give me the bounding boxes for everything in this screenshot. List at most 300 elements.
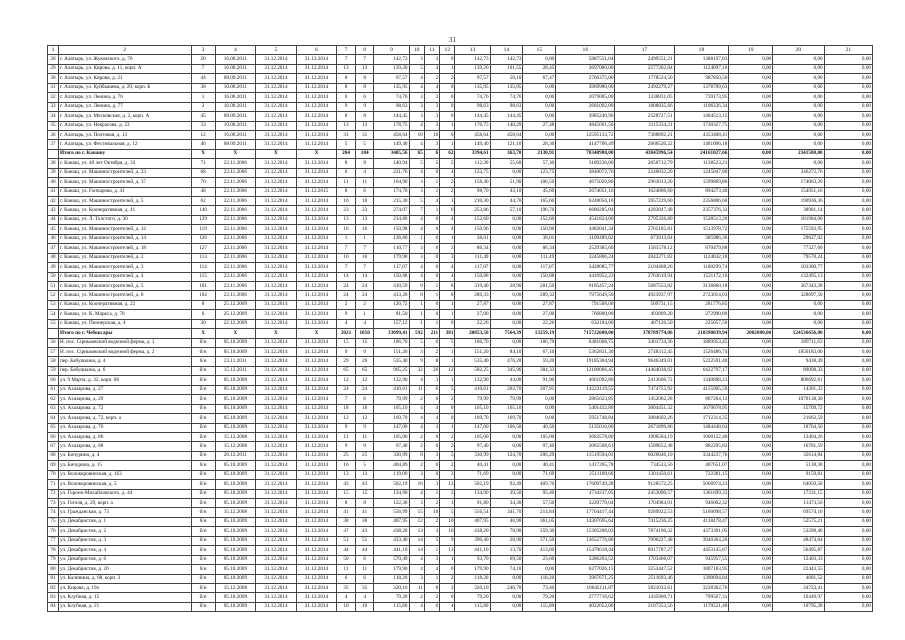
table-cell: б/н [191,517,215,526]
table-cell: 3957229,60 [615,197,674,206]
table-cell: 31.12.2014 [296,121,337,130]
column-number-cell: 18 [674,46,729,55]
table-cell: 8017787,27 [615,546,674,555]
table-cell: 4353408,41 [674,130,729,139]
table-cell: 22.11.2006 [215,206,256,215]
table-row [48,527,873,536]
table-cell: 5 [440,451,455,460]
table-cell: 67 [48,442,59,451]
table-cell: 37 [48,140,59,149]
table-cell: 0 [424,602,439,611]
table-cell: 14464038,62 [615,366,674,375]
table-cell: 1340898,23 [674,376,729,385]
table-row [48,159,873,168]
table-cell: 9289922,53 [615,508,674,517]
table-cell: 0,00 [523,83,556,92]
table-cell: 49 [48,263,59,272]
table-cell: 65 [48,423,59,432]
table-cell: 118,20 [523,574,556,583]
table-cell: 0 [424,432,439,441]
address-cell: ул. Декабристов, д. 20 [58,565,191,574]
table-cell: 2499551,21 [615,55,674,64]
table-cell: 0,00 [824,470,872,479]
table-cell: 0,00 [824,197,872,206]
table-cell: 65 [337,366,356,375]
address-cell: ул. Ахазарова, д. 88 [58,442,191,451]
table-cell: 27,87 [455,300,490,309]
table-cell: 1528513,20 [674,215,729,224]
table-cell: 289,33 [523,291,556,300]
table-cell: 4373391,05 [674,527,729,536]
table-cell: 142,73 [455,55,490,64]
table-cell: 08.09.2011 [215,112,256,121]
table-cell: 2453090,57 [615,489,674,498]
table-cell: 31.12.2014 [256,206,297,215]
table-cell: 124,70 [490,451,523,460]
table-cell: 13404,26 [773,432,824,441]
table-row [48,112,873,121]
table-cell: 1338831,05 [615,93,674,102]
table-cell: 6 [424,385,439,394]
table-cell: 140,29 [490,121,523,130]
table-cell: 1435960,71 [615,593,674,602]
table-cell: 6 [191,310,215,319]
table-cell: 31.12.2014 [256,357,297,366]
table-cell: 328697,50 [773,291,824,300]
table-cell: 3220770,04 [556,499,615,508]
table-cell: 39 [48,168,59,177]
table-cell: 7 [409,206,424,215]
table-cell: 132495,13 [773,272,824,281]
table-cell: 1 [440,499,455,508]
table-cell: 48 [191,187,215,196]
table-cell: 8 [355,112,374,121]
table-cell: 6 [337,574,356,583]
table-cell: 45 [191,112,215,121]
address-cell: ул. Волокоровинская, д. 163 [58,470,191,479]
table-cell: 31.12.2014 [296,225,337,234]
table-cell: 57,10 [490,206,523,215]
table-cell: 9 [337,348,356,357]
address-cell: г. Канаш, ул. Машиностроителей, д. 5 [58,281,191,290]
table-cell: 4 [440,215,455,224]
table-cell: 2021 [337,329,356,338]
table-cell: 31.12.2014 [296,527,337,536]
table-cell: 556,99 [374,508,409,517]
table-cell: 458,64 [490,130,523,139]
table-cell: 0,00 [523,395,556,404]
table-cell: 0,00 [824,225,872,234]
table-cell: 0 [424,215,439,224]
table-cell: 174063,20 [773,178,824,187]
table-cell: 31.12.2014 [296,555,337,564]
table-cell: X [256,149,297,158]
table-cell: 5362831,30 [556,348,615,357]
table-cell: 0,00 [824,348,872,357]
table-cell: 8 [337,74,356,83]
table-row [48,281,873,290]
table-cell: 3 [424,112,439,121]
table-cell: 31.12.2014 [256,461,297,470]
table-cell: 13 [355,470,374,479]
table-cell: 0,00 [729,593,773,602]
table-cell: 05.10.2009 [215,348,256,357]
table-cell: 367343,28 [773,281,824,290]
table-cell: 74,76 [490,93,523,102]
table-cell: 0,00 [824,234,872,243]
table-cell: 17231,15 [773,489,824,498]
table-cell: 150,96 [523,225,556,234]
table-cell: 0 [440,102,455,111]
table-cell: 0,00 [729,357,773,366]
table-cell: 10645111,87 [556,583,615,592]
table-cell: 0 [440,112,455,121]
table-cell: 0,00 [824,187,872,196]
table-cell: 98,63 [490,102,523,111]
table-row [48,168,873,177]
table-cell: 38,01 [523,234,556,243]
table-cell: 0,00 [824,55,872,64]
table-cell: 535,40 [374,357,409,366]
table-cell: 26 [355,357,374,366]
table-cell: 206,29 [523,451,556,460]
table-cell: 74 [48,508,59,517]
table-cell: 739173,95 [674,93,729,102]
table-cell: б/н [191,555,215,564]
table-cell: 1 [424,546,439,555]
table-cell: 0,00 [824,102,872,111]
table-cell: 0,00 [729,348,773,357]
table-cell: 0,00 [729,574,773,583]
table-cell: 1417265,78 [556,461,615,470]
table-cell: 632184,00 [556,319,615,328]
table-cell: 05.10.2009 [215,546,256,555]
table-cell: 71 [191,159,215,168]
table-cell: 97,40 [374,442,409,451]
table-cell: 115,80 [455,602,490,611]
table-cell: 410,59 [374,281,409,290]
table-cell: 11519594,01 [556,451,615,460]
table-cell: 2 [440,395,455,404]
table-cell: 7415236,25 [615,517,674,526]
table-cell: 7 [355,55,374,64]
table-cell: 4453145,87 [674,546,729,555]
table-cell: 3 [424,423,439,432]
table-cell: 181984,00 [773,215,824,224]
address-cell: г. Канаш, ул. Машиностроителей, д. 37 [58,178,191,187]
table-cell: 32614,84 [773,451,824,460]
table-cell: 31.12.2014 [256,225,297,234]
table-cell: 31.12.2014 [256,517,297,526]
table-cell: 6 [355,555,374,564]
table-cell: 7 [337,263,356,272]
table-cell: 147,00 [455,423,490,432]
table-cell: 31.12.2014 [256,83,297,92]
table-cell: 0 [424,225,439,234]
table-cell: 15 [409,508,424,517]
table-cell: 0,00 [824,140,872,149]
table-cell: 179,90 [455,565,490,574]
table-cell: 502,19 [374,480,409,489]
table-cell: 3 [440,244,455,253]
table-cell: 0,00 [824,461,872,470]
table-cell: 15470618,44 [556,546,615,555]
table-cell: 0,00 [729,272,773,281]
table-cell: 1 [191,93,215,102]
table-cell: 31.12.2014 [296,508,337,517]
table-cell: 184 [355,149,374,158]
address-cell: г. Канаш, ул. Машиностроителей, д. 8 [58,291,191,300]
address-cell: ул. Декабристов, д. 6 [58,555,191,564]
table-cell: 3 [424,480,439,489]
table-cell: 404,89 [374,461,409,470]
table-cell: 5160098,57 [674,508,729,517]
table-cell: 31.12.2014 [296,102,337,111]
table-cell: 31.12.2014 [256,348,297,357]
table-cell: 134,90 [455,489,490,498]
table-cell: 3004451,32 [615,404,674,413]
table-cell: 58 [48,357,59,366]
table-cell: 46 [191,140,215,149]
table-cell: 31.12.2014 [296,461,337,470]
table-cell: 13,70 [490,546,523,555]
table-cell: 5687553,82 [615,281,674,290]
table-cell: 1 [355,234,374,243]
table-cell: 22443,55 [773,565,824,574]
table-cell: 81,50 [374,310,409,319]
table-cell: 0,00 [729,583,773,592]
table-cell: 2 [440,461,455,470]
table-cell: 31.12.2014 [256,338,297,347]
table-cell: 40,41 [455,461,490,470]
table-cell: 43 [48,206,59,215]
table-cell: 24 [337,291,356,300]
table-cell: 0,00 [773,319,824,328]
table-cell: 73,40 [523,583,556,592]
table-cell: 78,90 [490,527,523,536]
table-cell: 13259,19 [523,329,556,338]
table-cell: 05.10.2009 [215,395,256,404]
table-cell: б/н [191,480,215,489]
table-row [48,480,873,489]
table-cell: 3840072,76 [556,168,615,177]
table-cell: 1390694,84 [674,574,729,583]
table-cell: 1 [440,197,455,206]
table-cell: 0,00 [729,234,773,243]
table-cell: 0,00 [824,83,872,92]
table-cell: 6 [355,395,374,404]
table-cell: 55,60 [490,159,523,168]
table-cell: 0,00 [824,253,872,262]
table-cell: 1 [440,376,455,385]
table-cell: 41 [337,508,356,517]
table-cell: 05.10.2009 [215,574,256,583]
table-cell: 118,20 [455,574,490,583]
address-cell: г. Канаш, ул. Машиностроителей, д. 18 [58,244,191,253]
address-cell: г. Канаш, ул. Машиностроителей, д. 4 [58,272,191,281]
table-cell: 11 [337,432,356,441]
table-cell: 0,00 [824,263,872,272]
table-cell: 0,00 [824,281,872,290]
table-row [48,489,873,498]
table-cell: 41 [48,187,59,196]
table-cell: 150,88 [374,272,409,281]
table-cell: 17609749,28 [556,480,615,489]
table-cell: 0,00 [824,385,872,394]
table-cell: 0,00 [824,244,872,253]
table-cell: 46,90 [490,517,523,526]
table-cell: 1124042,18 [674,253,729,262]
table-cell: 08.09.2011 [215,140,256,149]
table-cell: 0,00 [490,470,523,479]
table-cell: 4283847,48 [615,206,674,215]
table-cell: 41 [355,508,374,517]
table-cell: 73 [48,499,59,508]
table-cell: 31.12.2014 [256,121,297,130]
table-cell: 31.12.2014 [296,55,337,64]
table-cell: 0,00 [729,432,773,441]
table-cell: 29 [48,64,59,73]
table-cell: 10 [424,508,439,517]
table-cell: 40,41 [523,461,556,470]
table-cell: 0,00 [729,112,773,121]
table-cell: 44 [191,74,215,83]
table-cell: 190936,36 [773,197,824,206]
table-cell: 31.12.2014 [296,197,337,206]
table-cell: 31.12.2014 [256,602,297,611]
table-cell: 0,00 [729,121,773,130]
table-cell: 50 [48,272,59,281]
table-row [48,593,873,602]
table-cell: 31.12.2014 [256,253,297,262]
column-number-cell: 11 [424,46,439,55]
table-cell: 189711,63 [773,338,824,347]
table-cell: 142,73 [490,55,523,64]
table-cell: 34 [48,112,59,121]
table-cell: 799567,31 [674,593,729,602]
address-cell: Итого по г. Чебоксары [58,329,191,338]
table-cell: 384,33 [523,366,556,375]
table-cell: 44 [48,215,59,224]
table-cell: 0,00 [824,121,872,130]
table-cell: 31.12.2014 [296,244,337,253]
table-cell: 2795326,80 [615,215,674,224]
table-cell: 71,69 [455,470,490,479]
table-cell: 31.12.2014 [256,489,297,498]
address-cell: пер. Бабушкина, д. 4 [58,357,191,366]
table-cell: 4 [409,489,424,498]
table-cell: 22.11.2006 [215,187,256,196]
table-cell: 119 [191,225,215,234]
table-cell: 22.11.2006 [215,244,256,253]
table-cell: 10449,97 [773,593,824,602]
table-cell: 150,96 [455,225,490,234]
address-cell: ул. Ахазарова, д. 76 [58,423,191,432]
table-cell: 6026046,10 [615,451,674,460]
address-cell: г. Алатырь, ул. Куйбышева, д. 29, корп. Б [58,83,191,92]
table-cell: 0,00 [824,432,872,441]
table-cell: 3697080,00 [556,64,615,73]
table-row [48,319,873,328]
table-cell: 8 [337,499,356,508]
table-cell: 38 [191,83,215,92]
table-cell: 14 [355,272,374,281]
table-cell: 51,90 [490,178,523,187]
table-cell: 101,55 [490,64,523,73]
table-cell: 84,10 [490,348,523,357]
table-cell: 207,91 [523,385,556,394]
table-cell: 0,00 [729,300,773,309]
table-cell: 31.12.2014 [256,102,297,111]
table-cell: 31.12.2014 [296,291,337,300]
table-row [48,565,873,574]
table-cell: 15305208,03 [556,527,615,536]
table-cell: 3405,56 [374,149,409,158]
table-cell: 98,63 [455,102,490,111]
table-cell: 0,00 [773,83,824,92]
table-cell: 31.12.2014 [296,310,337,319]
table-cell: 2079005,00 [556,93,615,102]
table-cell: 0,00 [729,178,773,187]
table-cell: 0 [424,263,439,272]
column-number-cell: 21 [824,46,872,55]
table-cell: б/н [191,357,215,366]
table-cell: 1 [424,281,439,290]
table-cell: 673913,64 [615,234,674,243]
table-cell: 1 [409,319,424,328]
table-cell: 4 [440,272,455,281]
table-cell: 0 [424,253,439,262]
table-cell: 31.12.2014 [296,178,337,187]
table-cell: 05.10.2009 [215,480,256,489]
table-cell: 129 [191,215,215,224]
table-cell: 45,60 [523,187,556,196]
address-cell: г. Алатырь, ул. Ленина, д. 76 [58,93,191,102]
table-cell: 0,00 [729,480,773,489]
table-cell: 2 [409,395,424,404]
address-cell: г. Алатырь, ул. Ленина, д. 77 [58,102,191,111]
table-cell: 4 [355,319,374,328]
table-cell: 51 [48,281,59,290]
table-cell: 1 [424,178,439,187]
table-cell: 16 [355,225,374,234]
table-cell: 22.11.2006 [215,272,256,281]
table-cell: 31.12.2014 [296,442,337,451]
table-row [48,432,873,441]
table-cell: 722381,15 [674,470,729,479]
table-cell: 0,00 [729,527,773,536]
table-cell: 47 [48,244,59,253]
table-cell: 0 [440,55,455,64]
table-row [48,470,873,479]
table-cell: 66 [48,432,59,441]
table-cell: 2511693,46 [615,574,674,583]
table-cell: 0,00 [824,527,872,536]
table-cell: 79 [48,555,59,564]
table-cell: 1703466,07 [615,555,674,564]
table-cell: 31.12.2014 [256,319,297,328]
table-cell: 556,54 [455,508,490,517]
table-cell: б/н [191,593,215,602]
table-cell: б/н [191,536,215,545]
table-row [48,300,873,309]
table-cell: 0,00 [729,442,773,451]
column-number-cell: 3 [191,46,215,55]
table-row [48,187,873,196]
address-cell: г. Канаш, ул. 40 лет Октября, д. 33 [58,159,191,168]
table-cell: 202,70 [490,385,523,394]
table-cell: 83 [48,593,59,602]
